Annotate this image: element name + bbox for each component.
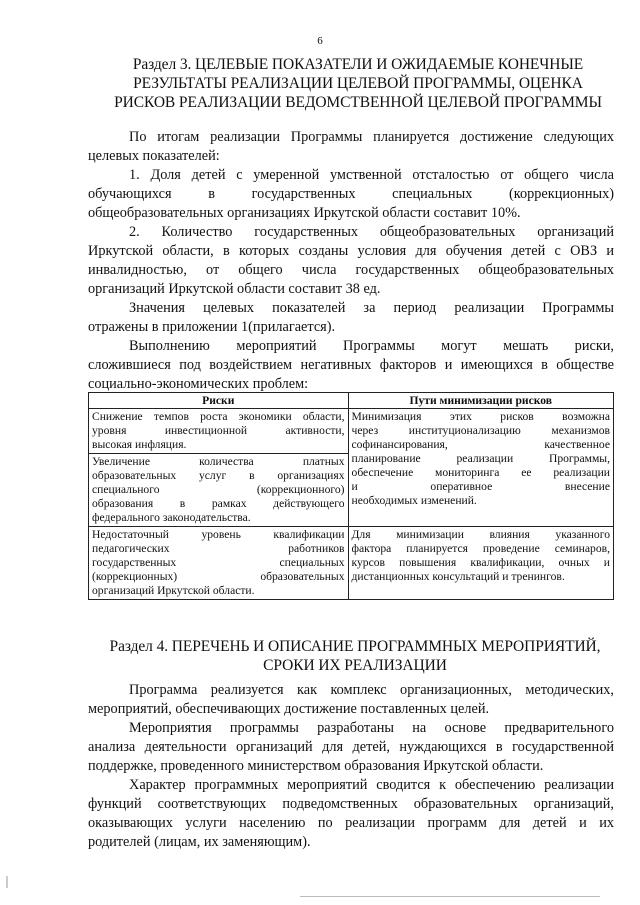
cell-line: дистанционных консультаций и тренингов. (351, 570, 565, 583)
cell-line: софинансирования, качественное (351, 438, 610, 451)
section3-paragraph (88, 299, 614, 337)
cell-line: Недостаточный уровень квалификации (92, 528, 345, 541)
paragraph-line: По итогам реализации Программы планируется достижение следующих (129, 129, 614, 145)
paragraph-line: Выполнению мероприятий Программы могут мешать риски, (129, 338, 614, 354)
section4-paragraph (88, 681, 614, 719)
paragraph-line: 1. Доля детей с умеренной умственной отсталостью от общего числа (129, 167, 614, 183)
risks-table (88, 392, 614, 600)
section3-paragraph (88, 337, 614, 394)
mitigation-cell (348, 527, 613, 600)
cell-line: обеспечение мониторинга ее реализации (351, 466, 610, 479)
paragraph-line: оказывающих услуги населению по реализации программ для детей и их (88, 815, 614, 831)
table-row (89, 527, 614, 600)
risk-cell (89, 527, 349, 600)
cell-line: образовательных услуг в организациях (92, 469, 345, 482)
paragraph-line: функций соответствующих подведомственных образовательных организаций, (88, 796, 614, 812)
cell-line: федерального законодательства. (92, 511, 251, 524)
cell-line: организаций Иркутской области. (92, 584, 255, 597)
mitigation-cell (348, 409, 613, 527)
paragraph-line: 2. Количество государственных общеобразовательных организаций (129, 224, 614, 240)
section4-heading (100, 637, 610, 675)
column-header-risks: Риски (89, 393, 349, 409)
paragraph-line: мероприятий, обеспечивающих достижение поставленных целей. (88, 701, 490, 717)
scan-edge-line (300, 896, 600, 897)
target-indicator-2 (88, 223, 614, 299)
paragraph-line: Программа реализуется как комплекс организационных, методических, (129, 682, 614, 698)
paragraph-line: родителей (лицам, их заменяющим). (88, 834, 311, 850)
cell-line: и оперативное внесение (351, 480, 610, 493)
paragraph-line: организаций Иркутской области составит 38 ед. (88, 281, 381, 297)
cell-line: фактора планируется проведение семинаров, (351, 542, 610, 555)
paragraph-line: поддержке, проведенного министерством образования Иркутской области. (88, 758, 544, 774)
cell-line: уровня инвестиционной активности, (92, 424, 345, 437)
risk-cell (89, 409, 349, 454)
paragraph-line: общеобразовательных организациях Иркутской области составит 10%. (88, 205, 521, 221)
section3-heading (108, 55, 608, 112)
table-row (89, 409, 614, 454)
section3-heading-line: РИСКОВ РЕАЛИЗАЦИИ ВЕДОМСТВЕННОЙ ЦЕЛЕВОЙ ПРОГРАММЫ (114, 94, 602, 111)
cell-line: образования в рамках действующего (92, 497, 345, 510)
cell-line: через институционализацию механизмов (351, 424, 610, 437)
paragraph-line: анализа деятельности организаций для детей, нуждающихся в государственной (88, 739, 614, 755)
page-number: 6 (317, 35, 323, 47)
paragraph-line: инвалидностью, от общего числа государственных общеобразовательных (88, 262, 614, 278)
paragraph-line: сложившиеся под воздействием негативных факторов и имеющихся в обществе (88, 357, 614, 373)
cell-line: высокая инфляция. (92, 438, 187, 451)
cell-line: необходимых изменений. (351, 494, 477, 507)
target-indicator-1 (88, 166, 614, 223)
section3-heading-line: РЕЗУЛЬТАТЫ РЕАЛИЗАЦИИ ЦЕЛЕВОЙ ПРОГРАММЫ, ОЦЕНКА (133, 75, 583, 92)
section3-heading-line: Раздел 3. ЦЕЛЕВЫЕ ПОКАЗАТЕЛИ И ОЖИДАЕМЫЕ КОНЕЧНЫЕ (132, 56, 584, 73)
cell-line: специального (коррекционного) (92, 483, 345, 496)
cell-line: Увеличение количества платных (92, 455, 345, 468)
paragraph-line: Мероприятия программы разработаны на основе предварительного (129, 720, 614, 736)
table-header-row (89, 393, 614, 409)
cell-line: планирование реализации Программы, (351, 452, 610, 465)
cell-line: курсов повышения квалификации, очных и (351, 556, 610, 569)
section4-heading-line: Раздел 4. ПЕРЕЧЕНЬ И ОПИСАНИЕ ПРОГРАММНЫХ МЕРОПРИЯТИЙ, (109, 638, 601, 655)
paragraph-line: Иркутской области, в которых созданы условия для обучения детей с ОВЗ и (88, 243, 614, 259)
cell-line: Минимизация этих рисков возможна (351, 410, 610, 423)
paragraph-line: целевых показателей: (88, 148, 220, 164)
paragraph-line: Значения целевых показателей за период реализации Программы (129, 300, 614, 316)
risk-cell (89, 454, 349, 527)
paragraph-line: обучающихся в государственных специальных (коррекционных) (88, 186, 614, 202)
paragraph-line: социально-экономических проблем: (88, 376, 309, 392)
cell-line: Для минимизации влияния указанного (351, 528, 610, 541)
cell-line: педагогических работников (92, 542, 345, 555)
cell-line: государственных специальных (92, 556, 345, 569)
paragraph-line: отражены в приложении 1(прилагается). (88, 319, 336, 335)
column-header-mitigation: Пути минимизации рисков (348, 393, 613, 409)
section4-paragraph (88, 719, 614, 776)
paragraph-line: Характер программных мероприятий сводится к обеспечению реализации (129, 777, 614, 793)
cell-line: Снижение темпов роста экономики области, (92, 410, 345, 423)
scan-margin-mark (6, 876, 8, 888)
section3-paragraph (88, 128, 614, 166)
section4-heading-line: СРОКИ ИХ РЕАЛИЗАЦИИ (263, 657, 447, 674)
cell-line: (коррекционных) образовательных (92, 570, 345, 583)
section4-paragraph (88, 776, 614, 852)
